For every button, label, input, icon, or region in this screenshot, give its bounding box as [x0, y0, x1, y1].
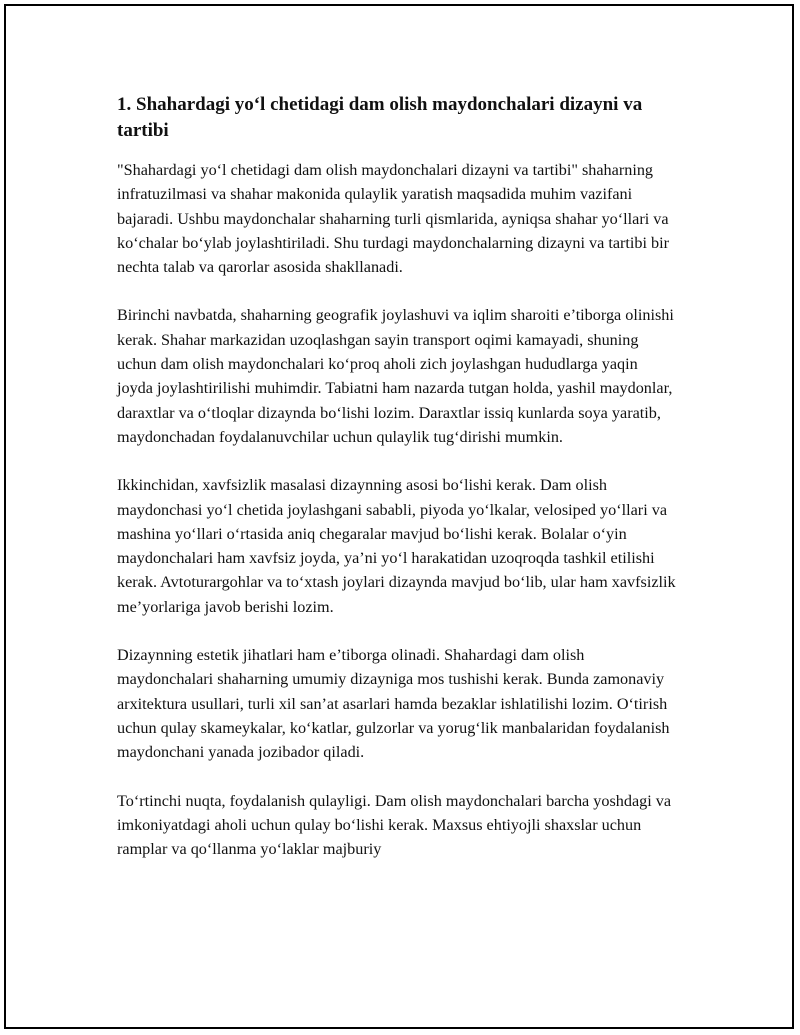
- paragraph-safety: Ikkinchidan, xavfsizlik masalasi dizaynning asosi bo‘lishi kerak. Dam olish maydonchasi yo‘l chetida joylashgani sababli, piyoda yo‘lkalar, velosiped yo‘llari va mashina yo‘llari o‘rtasida aniq chegaralar mavjud bo‘lishi kerak. Bolalar o‘yin maydonchalari ham xavfsiz joyda, ya’ni yo‘l harakatidan uzoqroqda tashkil etilishi kerak. Avtoturargohlar va to‘xtash joylari dizaynda mavjud bo‘lib, ular ham xavfsizlik me’yorlariga javob berishi lozim.: [117, 476, 676, 616]
- document-body: [117, 92, 677, 885]
- paragraph-accessibility: To‘rtinchi nuqta, foydalanish qulayligi. Dam olish maydonchalari barcha yoshdagi va imkoniyatdagi aholi uchun qulay bo‘lishi kerak. Maxsus ehtiyojli shaxslar uchun ramplar va qo‘llanma yo‘laklar majburiy: [117, 791, 672, 859]
- paragraph-intro: "Shahardagi yo‘l chetidagi dam olish maydonchalari dizayni va tartibi" shaharning infratuzilmasi va shahar makonida qulaylik yaratish maqsadida muhim vazifani bajaradi. Ushbu maydonchalar shaharning turli qismlarida, ayniqsa shahar yo‘llari va ko‘chalar bo‘ylab joylashtiriladi. Shu turdagi maydonchalarning dizayni va tartibi bir nechta talab va qarorlar asosida shakllanadi.: [117, 161, 670, 277]
- paragraph-aesthetics: Dizaynning estetik jihatlari ham e’tiborga olinadi. Shahardagi dam olish maydonchalari shaharning umumiy dizayniga mos tushishi kerak. Bunda zamonaviy arxitektura usullari, turli xil san’at asarlari hamda bezaklar ishlatilishi lozim. O‘tirish uchun qulay skameykalar, ko‘katlar, gulzorlar va yorug‘lik manbalaridan foydalanish maydonchani yanada jozibador qiladi.: [117, 646, 670, 762]
- paragraph-geography: Birinchi navbatda, shaharning geografik joylashuvi va iqlim sharoiti e’tiborga olinishi kerak. Shahar markazidan uzoqlashgan sayin transport oqimi kamayadi, shuning uchun dam olish maydonchalari ko‘proq aholi zich joylashgan hududlarga yaqin joyda joylashtirilishi muhimdir. Tabiatni ham nazarda tutgan holda, yashil maydonlar, daraxtlar va o‘tloqlar dizaynda bo‘lishi lozim. Daraxtlar issiq kunlarda soya yaratib, maydonchadan foydalanuvchilar uchun qulaylik tug‘dirishi mumkin.: [117, 306, 674, 446]
- section-heading: 1. Shahardagi yo‘l chetidagi dam olish maydonchalari dizayni va tartibi: [117, 94, 643, 141]
